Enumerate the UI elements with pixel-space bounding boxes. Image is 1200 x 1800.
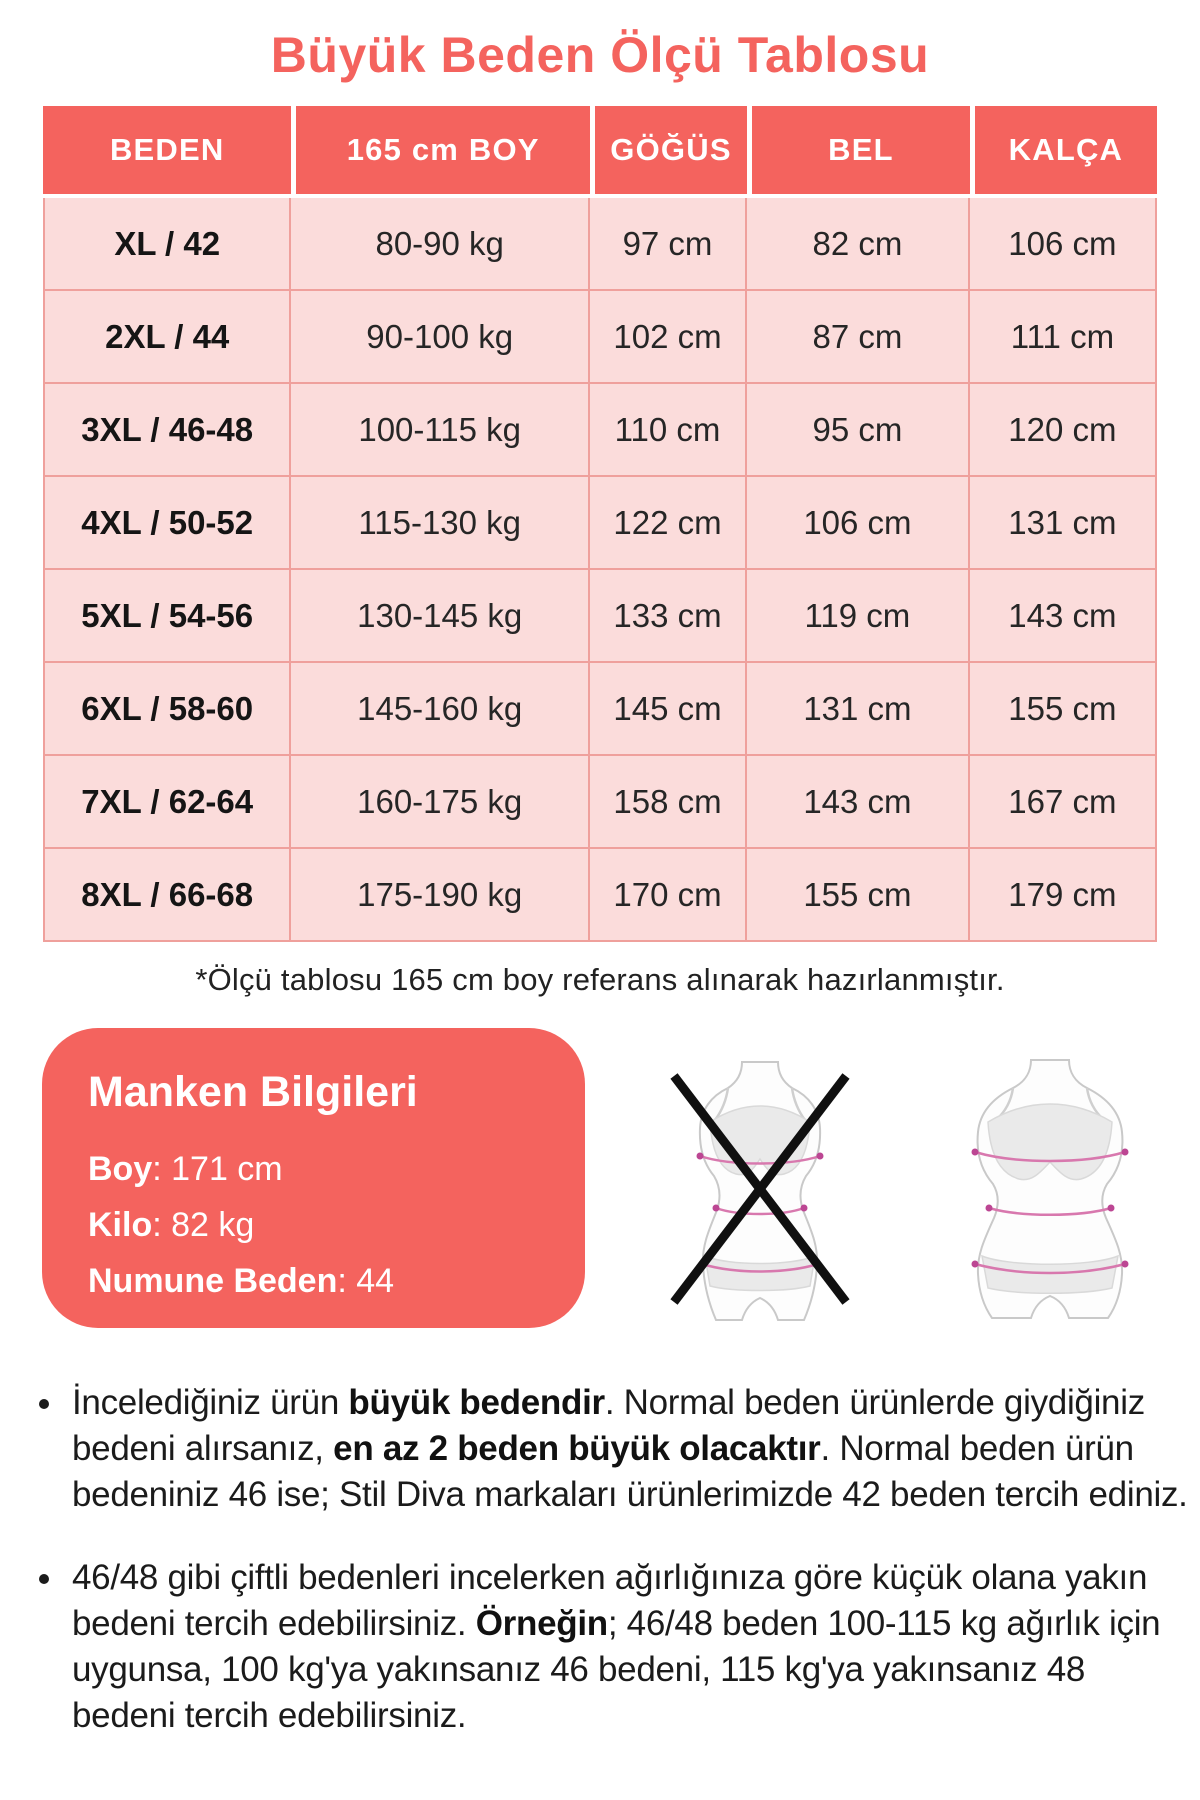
chest-cell: 122 cm xyxy=(590,477,747,570)
note-text: ; 46/48 beden 100-115 kg ağırlık için uygunsa, 100 kg'ya yakınsanız 46 bedeni, 115 kg'ya yakınsanız 48 bedeni tercih edebilirsiniz. xyxy=(72,1603,1161,1736)
weight-cell: 145-160 kg xyxy=(291,663,590,756)
model-weight-value: : 82 kg xyxy=(152,1206,255,1244)
note-item-sizing xyxy=(66,1380,1191,1519)
model-height-row xyxy=(88,1141,555,1197)
beden-cell: 3XL / 46-48 xyxy=(43,384,291,477)
column-header-kalca: KALÇA xyxy=(970,106,1157,198)
hip-cell: 131 cm xyxy=(970,477,1157,570)
table-row xyxy=(43,663,1157,756)
note-text: . Normal beden ürünlerde giydiğiniz bedeni alırsanız, xyxy=(72,1383,1145,1469)
model-weight-label: Kilo xyxy=(88,1206,153,1244)
note-text-bold: büyük bedendir xyxy=(348,1383,605,1422)
hip-cell: 120 cm xyxy=(970,384,1157,477)
model-height-label: Boy xyxy=(88,1150,153,1188)
notes-list xyxy=(40,1380,1191,1739)
hip-cell: 155 cm xyxy=(970,663,1157,756)
model-sample-size-row xyxy=(88,1253,555,1309)
note-text: . Normal beden ürün bedeniniz 46 ise; Stil Diva markaları ürünlerimizde 42 beden tercih ediniz. xyxy=(72,1429,1188,1515)
table-row xyxy=(43,384,1157,477)
note-item-double-sizes xyxy=(66,1555,1191,1740)
waist-cell: 82 cm xyxy=(747,198,970,291)
header-row xyxy=(43,106,1157,198)
hip-cell: 106 cm xyxy=(970,198,1157,291)
chest-cell: 133 cm xyxy=(590,570,747,663)
note-text: 46/48 gibi çiftli bedenleri incelerken ağırlığınıza göre küçük olana yakın bedeni tercih edebilirsiniz. xyxy=(72,1557,1148,1643)
weight-cell: 130-145 kg xyxy=(291,570,590,663)
beden-cell: XL / 42 xyxy=(43,198,291,291)
size-table xyxy=(43,106,1157,942)
waist-cell: 143 cm xyxy=(747,756,970,849)
waist-cell: 95 cm xyxy=(747,384,970,477)
chest-cell: 97 cm xyxy=(590,198,747,291)
hip-cell: 111 cm xyxy=(970,291,1157,384)
beden-cell: 8XL / 66-68 xyxy=(43,849,291,942)
weight-cell: 160-175 kg xyxy=(291,756,590,849)
model-info-section xyxy=(0,1028,1200,1330)
column-header-boy: 165 cm BOY xyxy=(291,106,590,198)
note-text-bold: en az 2 beden büyük olacaktır xyxy=(333,1429,821,1469)
plus-body-figure xyxy=(972,1060,1129,1318)
table-row xyxy=(43,756,1157,849)
hip-cell: 143 cm xyxy=(970,570,1157,663)
page-title: Büyük Beden Ölçü Tablosu xyxy=(270,27,930,83)
table-row xyxy=(43,477,1157,570)
hip-cell: 167 cm xyxy=(970,756,1157,849)
chest-cell: 110 cm xyxy=(590,384,747,477)
model-sample-size-value: : 44 xyxy=(337,1262,395,1300)
weight-cell: 115-130 kg xyxy=(291,477,590,570)
chest-cell: 170 cm xyxy=(590,849,747,942)
column-header-gogus: GÖĞÜS xyxy=(590,106,747,198)
beden-cell: 7XL / 62-64 xyxy=(43,756,291,849)
column-header-beden: BEDEN xyxy=(43,106,291,198)
plus-figure-illustration xyxy=(965,1060,1135,1320)
waist-cell: 106 cm xyxy=(747,477,970,570)
waist-cell: 87 cm xyxy=(747,291,970,384)
weight-cell: 175-190 kg xyxy=(291,849,590,942)
model-info-title: Manken Bilgileri xyxy=(88,1068,418,1116)
beden-cell: 6XL / 58-60 xyxy=(43,663,291,756)
chest-cell: 145 cm xyxy=(590,663,747,756)
chest-cell: 102 cm xyxy=(590,291,747,384)
beden-cell: 4XL / 50-52 xyxy=(43,477,291,570)
hip-cell: 179 cm xyxy=(970,849,1157,942)
table-footnote: *Ölçü tablosu 165 cm boy referans alınarak hazırlanmıştır. xyxy=(195,962,1005,997)
table-row xyxy=(43,291,1157,384)
note-text-bold: Örneğin xyxy=(475,1603,608,1643)
model-sample-size-label: Numune Beden xyxy=(88,1262,338,1300)
beden-cell: 5XL / 54-56 xyxy=(43,570,291,663)
model-info-card xyxy=(42,1028,585,1328)
chest-cell: 158 cm xyxy=(590,756,747,849)
note-text: İncelediğiniz ürün xyxy=(72,1383,349,1422)
table-row xyxy=(43,570,1157,663)
model-weight-row xyxy=(88,1197,555,1253)
weight-cell: 90-100 kg xyxy=(291,291,590,384)
slim-figure-crossed-illustration xyxy=(690,1062,830,1322)
weight-cell: 80-90 kg xyxy=(291,198,590,291)
table-row xyxy=(43,849,1157,942)
waist-cell: 155 cm xyxy=(747,849,970,942)
beden-cell: 2XL / 44 xyxy=(43,291,291,384)
column-header-bel: BEL xyxy=(747,106,970,198)
weight-cell: 100-115 kg xyxy=(291,384,590,477)
model-height-value: : 171 cm xyxy=(152,1150,283,1188)
waist-cell: 119 cm xyxy=(747,570,970,663)
table-row xyxy=(43,198,1157,291)
waist-cell: 131 cm xyxy=(747,663,970,756)
